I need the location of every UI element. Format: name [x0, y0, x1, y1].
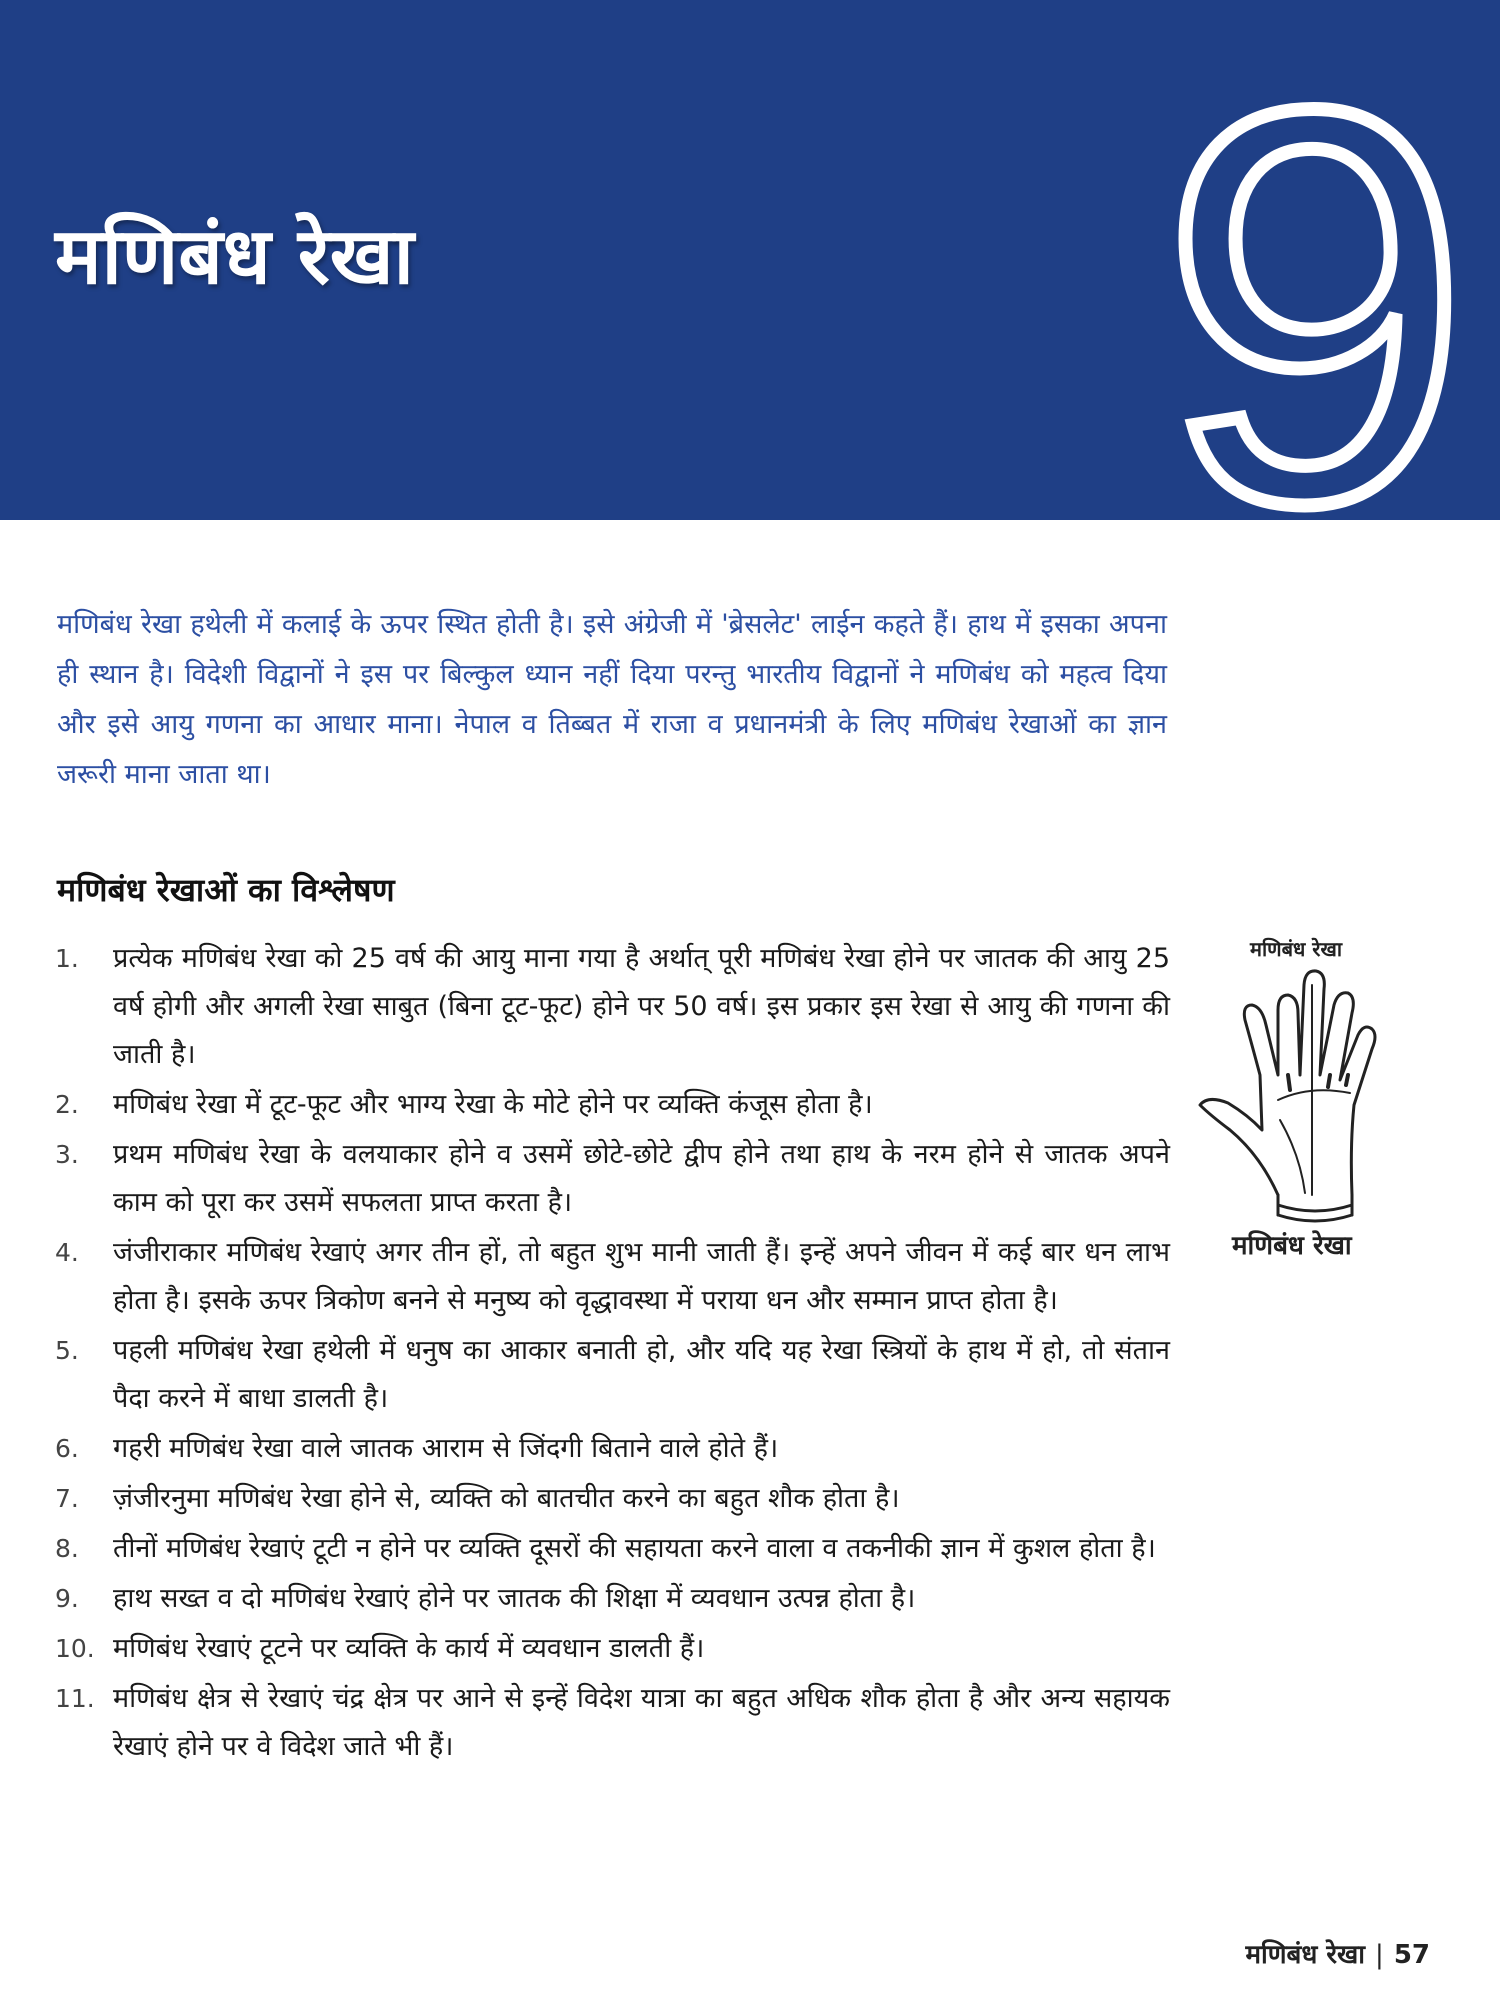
list-item	[55, 1081, 1170, 1129]
figure-label-bottom: मणिबंध रेखा	[1232, 1231, 1352, 1261]
list-item-number: 8.	[55, 1534, 79, 1563]
intro-paragraph: मणिबंध रेखा हथेली में कलाई के ऊपर स्थित होती है। इसे अंग्रेजी में 'ब्रेसलेट' लाईन कहते हैं। हाथ में इसका अपना ही स्थान है। विदेशी विद्वानों ने इस पर बिल्कुल ध्यान नहीं दिया परन्तु भारतीय विद्वानों ने मणिबंध को महत्व दिया और इसे आयु गणना का आधार माना। नेपाल व तिब्बत में राजा व प्रधानमंत्री के लिए मणिबंध रेखाओं का ज्ञान जरूरी माना जाता था।	[57, 609, 1167, 790]
list-item-text: मणिबंध रेखाएं टूटने पर व्यक्ति के कार्य में व्यवधान डालती हैं।	[113, 1633, 705, 1664]
list-item-number: 2.	[55, 1090, 79, 1119]
list-item-text: मणिबंध क्षेत्र से रेखाएं चंद्र क्षेत्र पर आने से इन्हें विदेश यात्रा का बहुत अधिक शौक होता है और अन्य सहायक रेखाएं होने पर वे विदेश जाते भी हैं।	[113, 1683, 1170, 1762]
figure-label-top: मणिबंध रेखा	[1250, 937, 1343, 961]
svg-text:9: 9	[1159, 60, 1471, 530]
list-item-text: तीनों मणिबंध रेखाएं टूटी न होने पर व्यक्ति दूसरों की सहायता करने वाला व तकनीकी ज्ञान में कुशल होता है।	[113, 1533, 1156, 1564]
list-item	[55, 1229, 1170, 1325]
list-item-text: मणिबंध रेखा में टूट-फूट और भाग्य रेखा के मोटे होने पर व्यक्ति कंजूस होता है।	[113, 1089, 873, 1120]
list-item-text: प्रथम मणिबंध रेखा के वलयाकार होने व उसमें छोटे-छोटे द्वीप होने तथा हाथ के नरम होने से जातक अपने काम को पूरा कर उसमें सफलता प्राप्त करता है।	[113, 1139, 1170, 1218]
chapter-banner	[0, 0, 1500, 530]
list-item	[55, 1131, 1170, 1227]
list-item-text: ज़ंजीरनुमा मणिबंध रेखा होने से, व्यक्ति को बातचीत करने का बहुत शौक होता है।	[113, 1483, 900, 1514]
list-item-number: 9.	[55, 1584, 79, 1613]
list-item-text: गहरी मणिबंध रेखा वाले जातक आराम से जिंदगी बिताने वाले होते हैं।	[113, 1433, 779, 1464]
list-item-text: प्रत्येक मणिबंध रेखा को 25 वर्ष की आयु माना गया है अर्थात् पूरी मणिबंध रेखा होने पर जातक की आयु 25 वर्ष होगी और अगली रेखा साबुत (बिना टूट-फूट) होने पर 50 वर्ष। इस प्रकार इस रेखा से आयु की गणना की जाती है।	[113, 943, 1170, 1070]
list-item-text: पहली मणिबंध रेखा हथेली में धनुष का आकार बनाती हो, और यदि यह रेखा स्त्रियों के हाथ में हो, तो संतान पैदा करने में बाधा डालती है।	[113, 1335, 1170, 1414]
list-item-number: 4.	[55, 1238, 79, 1267]
list-item	[55, 1575, 1170, 1623]
chapter-title: मणिबंध रेखा	[55, 212, 414, 302]
list-item-number: 6.	[55, 1434, 79, 1463]
list-item	[55, 1425, 1170, 1473]
list-item-text: जंजीराकार मणिबंध रेखाएं अगर तीन हों, तो बहुत शुभ मानी जाती हैं। इन्हें अपने जीवन में कई बार धन लाभ होता है। इसके ऊपर त्रिकोण बनने से मनुष्य को वृद्धावस्था में पराया धन और सम्मान प्राप्त होता है।	[113, 1237, 1170, 1316]
list-item-number: 5.	[55, 1336, 79, 1365]
list-item-number: 7.	[55, 1484, 79, 1513]
list-item-text: हाथ सख्त व दो मणिबंध रेखाएं होने पर जातक की शिक्षा में व्यवधान उत्पन्न होता है।	[113, 1583, 916, 1614]
analysis-list	[55, 935, 1170, 1773]
list-item	[55, 1475, 1170, 1523]
list-item	[55, 1327, 1170, 1423]
running-title: मणिबंध रेखा	[1245, 1940, 1366, 1970]
list-item-number: 10.	[55, 1634, 95, 1663]
list-item-number: 3.	[55, 1140, 79, 1169]
page-number: 57	[1393, 1940, 1430, 1970]
list-item	[55, 935, 1170, 1079]
list-item-number: 11.	[55, 1684, 95, 1713]
page-footer	[1245, 1935, 1430, 1971]
footer-separator: |	[1375, 1940, 1384, 1970]
list-item	[55, 1675, 1170, 1771]
chapter-number	[1150, 60, 1480, 530]
section-heading: मणिबंध रेखाओं का विश्लेषण	[57, 871, 395, 909]
list-item	[55, 1625, 1170, 1673]
list-item-number: 1.	[55, 944, 79, 973]
list-item	[55, 1525, 1170, 1573]
hand-illustration	[1190, 925, 1410, 1265]
